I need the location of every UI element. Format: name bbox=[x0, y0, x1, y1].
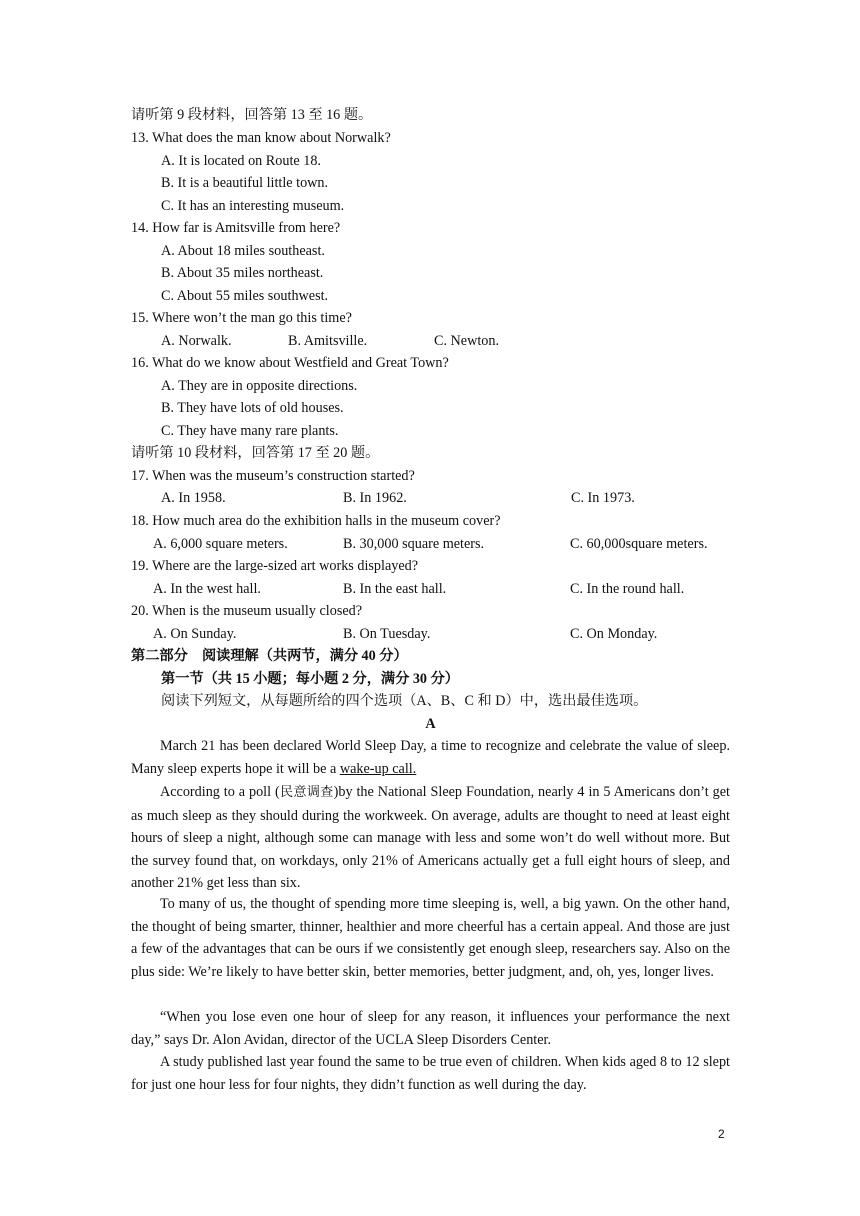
q17-option-c: C. In 1973. bbox=[571, 490, 635, 506]
paragraph-5-text: A study published last year found the same to be true even of children. When kids aged 8 to 12 slept for just one hour less for four nights, they didn’t function as well during the day. bbox=[131, 1054, 730, 1093]
page-number: 2 bbox=[718, 1127, 725, 1141]
paragraph-1-text: March 21 has been declared World Sleep Day, a time to recognize and celebrate the value of sleep. Many sleep experts hope it will be a bbox=[131, 738, 730, 777]
paragraph-4 bbox=[131, 1006, 730, 1051]
q19-option-b: B. In the east hall. bbox=[343, 581, 447, 597]
q16-option-c: C. They have many rare plants. bbox=[161, 423, 339, 439]
q14-option-c: C. About 55 miles southwest. bbox=[161, 288, 329, 304]
q13-option-b: B. It is a beautiful little town. bbox=[161, 175, 329, 191]
paragraph-4-text: “When you lose even one hour of sleep for any reason, it influences your performance the next day,” says Dr. Alon Avidan, director of the UCLA Sleep Disorders Center. bbox=[131, 1009, 730, 1048]
q15-option-b: B. Amitsville. bbox=[288, 333, 368, 349]
q16-option-a: A. They are in opposite directions. bbox=[161, 378, 358, 394]
q17-option-b: B. In 1962. bbox=[343, 490, 407, 506]
q14-option-a: A. About 18 miles southeast. bbox=[161, 243, 325, 259]
q13-option-a: A. It is located on Route 18. bbox=[161, 153, 321, 169]
paragraph-3 bbox=[131, 893, 730, 983]
paragraph-2-chinese-gloss: 民意调查 bbox=[279, 785, 334, 800]
q16-option-b: B. They have lots of old houses. bbox=[161, 400, 344, 416]
question-15: 15. Where won’t the man go this time? bbox=[131, 310, 352, 326]
q18-option-a: A. 6,000 square meters. bbox=[153, 536, 288, 552]
q19-option-c: C. In the round hall. bbox=[570, 581, 685, 597]
question-19: 19. Where are the large-sized art works displayed? bbox=[131, 558, 419, 574]
q19-option-a: A. In the west hall. bbox=[153, 581, 261, 597]
passage-letter: A bbox=[425, 716, 436, 732]
q18-option-c: C. 60,000square meters. bbox=[570, 536, 708, 552]
q20-option-c: C. On Monday. bbox=[570, 626, 658, 642]
paragraph-2-after: )by the National Sleep Foundation, nearly 4 in 5 Americans don’t get as much sleep as they should during the workweek. On average, adults are thought to need at least eight hours of sleep a night, although some can manage with less and some won’t do well without more. But the survey found that, on workdays, only 21% of Americans actually get a full eight hours of sleep, and another 21% get less than six. bbox=[131, 784, 730, 892]
q15-option-c: C. Newton. bbox=[434, 333, 500, 349]
q17-option-a: A. In 1958. bbox=[161, 490, 226, 506]
question-20: 20. When is the museum usually closed? bbox=[131, 603, 363, 619]
q20-option-a: A. On Sunday. bbox=[153, 626, 237, 642]
q15-option-a: A. Norwalk. bbox=[161, 333, 232, 349]
q18-option-b: B. 30,000 square meters. bbox=[343, 536, 485, 552]
paragraph-5 bbox=[131, 1051, 730, 1096]
paragraph-1 bbox=[131, 735, 730, 780]
reading-instructions: 阅读下列短文，从每题所给的四个选项（A、B、C 和 D）中，选出最佳选项。 bbox=[161, 693, 648, 709]
q13-option-c: C. It has an interesting museum. bbox=[161, 198, 345, 214]
paragraph-2 bbox=[131, 781, 730, 895]
section-9-intro: 请听第 9 段材料，回答第 13 至 16 题。 bbox=[131, 107, 373, 123]
section-1-title: 第一节（共 15 小题；每小题 2 分，满分 30 分） bbox=[161, 671, 459, 687]
q20-option-b: B. On Tuesday. bbox=[343, 626, 431, 642]
question-18: 18. How much area do the exhibition halls in the museum cover? bbox=[131, 513, 501, 529]
part-2-title: 第二部分 阅读理解（共两节，满分 40 分） bbox=[131, 648, 408, 664]
question-13: 13. What does the man know about Norwalk? bbox=[131, 130, 391, 146]
wake-up-call-underlined: wake-up call. bbox=[339, 760, 417, 777]
q14-option-b: B. About 35 miles northeast. bbox=[161, 265, 324, 281]
question-14: 14. How far is Amitsville from here? bbox=[131, 220, 341, 236]
section-10-intro: 请听第 10 段材料，回答第 17 至 20 题。 bbox=[131, 445, 380, 461]
paragraph-3-text: To many of us, the thought of spending more time sleeping is, well, a big yawn. On the other hand, the thought of being smarter, thinner, healthier and more cheerful has a certain appeal. And those are just a few of the advantages that can be ours if we consistently get enough sleep, researchers say. Also on the plus side: We’re likely to have better skin, better memories, better judgment, and, oh, yes, longer lives. bbox=[131, 896, 730, 980]
question-16: 16. What do we know about Westfield and Great Town? bbox=[131, 355, 449, 371]
question-17: 17. When was the museum’s construction started? bbox=[131, 468, 415, 484]
paragraph-2-before: According to a poll ( bbox=[160, 784, 280, 800]
